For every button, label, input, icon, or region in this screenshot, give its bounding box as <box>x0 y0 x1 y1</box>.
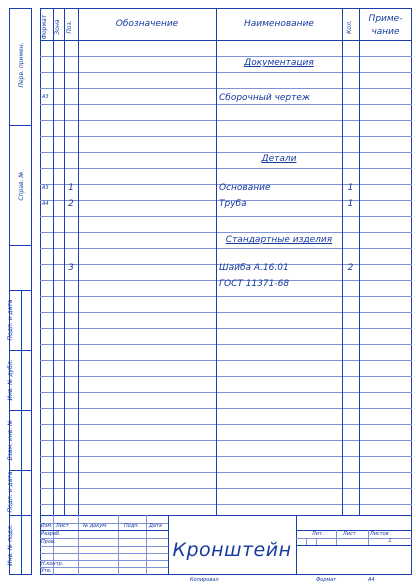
col-line <box>53 8 54 515</box>
row-qty-2: 1 <box>347 199 354 209</box>
side-label-orig-inv: Инв. № подл. <box>7 524 14 566</box>
side-label-dup-inv: Инв. № дубл. <box>7 359 14 401</box>
footer-format-value: А4 <box>368 577 375 583</box>
tb-line <box>40 553 168 554</box>
row-line <box>40 104 412 105</box>
row-line <box>40 456 412 457</box>
row-line <box>40 72 412 73</box>
tb-line <box>146 515 147 575</box>
row-line <box>40 136 412 137</box>
tb-line <box>306 538 307 545</box>
header-name: Наименование <box>244 19 314 29</box>
header-note-2: чание <box>371 27 400 37</box>
side-divider <box>9 245 32 246</box>
row-line <box>40 152 412 153</box>
side-label-sign-date-2: Подп. и дата <box>7 471 14 513</box>
tb-line <box>316 538 317 545</box>
row-line <box>40 504 412 505</box>
row-line <box>40 296 412 297</box>
tb-line <box>40 538 168 539</box>
row-line <box>40 440 412 441</box>
row-line <box>40 360 412 361</box>
tb-utv: Утв. <box>41 568 52 574</box>
row-name-gost: ГОСТ 11371-68 <box>219 279 290 289</box>
row-line <box>40 408 412 409</box>
tb-sheets: Листов <box>370 531 389 537</box>
row-line <box>40 56 412 57</box>
tb-sheets-value: 1 <box>388 538 392 544</box>
row-line <box>40 120 412 121</box>
header-zone: Зона <box>54 19 61 35</box>
side-label-replace-inv: Взам. инв. № <box>7 419 14 461</box>
row-name-pipe: Труба <box>219 199 247 209</box>
tb-prov: Пров. <box>41 539 56 545</box>
section-details: Детали <box>261 154 297 164</box>
col-line <box>216 8 217 515</box>
row-qty-3: 2 <box>347 263 354 273</box>
col-line <box>78 8 79 515</box>
row-line <box>40 328 412 329</box>
row-format-a3: А3 <box>42 185 49 191</box>
col-line <box>342 8 343 515</box>
header-pos: Поз. <box>66 20 73 34</box>
side-label-ref-no: Справ. № <box>18 171 25 201</box>
tb-lit: Лит. <box>312 531 324 537</box>
row-line <box>40 216 412 217</box>
tb-line <box>118 515 119 575</box>
header-format: Формат <box>41 14 48 40</box>
tb-line <box>336 530 337 545</box>
header-note-1: Приме- <box>368 14 403 24</box>
tb-line <box>296 545 412 546</box>
tb-line <box>40 546 168 547</box>
footer-format-label: Формат <box>316 577 337 583</box>
row-pos-2: 2 <box>68 199 74 209</box>
tb-col-izm: Изм. <box>41 523 53 529</box>
tb-col-list: Лист <box>56 523 69 529</box>
section-documentation: Документация <box>244 58 314 68</box>
tb-line <box>78 515 79 575</box>
section-standard-parts: Стандартные изделия <box>225 235 333 245</box>
row-format-a3: А3 <box>42 94 49 100</box>
footer-copied: Копировал <box>190 577 219 583</box>
row-line <box>40 424 412 425</box>
row-name-base: Основание <box>219 183 271 193</box>
row-line <box>40 344 412 345</box>
side-label-first-use: Перв. примен. <box>18 42 25 88</box>
tb-sheet: Лист <box>343 531 356 537</box>
row-pos-3: 3 <box>68 263 74 273</box>
row-qty-1: 1 <box>347 183 354 193</box>
side-inner-line <box>21 290 22 575</box>
col-line <box>359 8 360 515</box>
row-line <box>40 88 412 89</box>
row-line <box>40 168 412 169</box>
side-divider <box>9 125 32 126</box>
col-line <box>64 8 65 515</box>
side-label-sign-date: Подп. и дата <box>7 299 14 341</box>
row-line <box>40 312 412 313</box>
header-bottom-line <box>40 40 412 41</box>
row-line <box>40 472 412 473</box>
row-line <box>40 232 412 233</box>
row-line <box>40 248 412 249</box>
row-line <box>40 376 412 377</box>
row-name-assembly: Сборочный чертеж <box>219 93 311 103</box>
tb-nkontr: Н.контр. <box>41 561 64 567</box>
row-name-washer: Шайба А.16.01 <box>219 263 289 273</box>
tb-col-date: Дата <box>149 523 162 529</box>
tb-col-docno: № докум. <box>83 523 108 529</box>
title-block-top <box>40 515 412 516</box>
row-pos-1: 1 <box>68 183 74 193</box>
row-line <box>40 488 412 489</box>
row-line <box>40 392 412 393</box>
tb-line <box>40 567 168 568</box>
header-qty: Кол. <box>346 20 353 34</box>
tb-razrab: Разраб. <box>41 531 61 537</box>
product-name: Кронштейн <box>172 539 292 561</box>
row-format-a4: А4 <box>42 201 49 207</box>
header-designation: Обозначение <box>115 19 179 29</box>
tb-col-sign: Подп. <box>124 523 140 529</box>
